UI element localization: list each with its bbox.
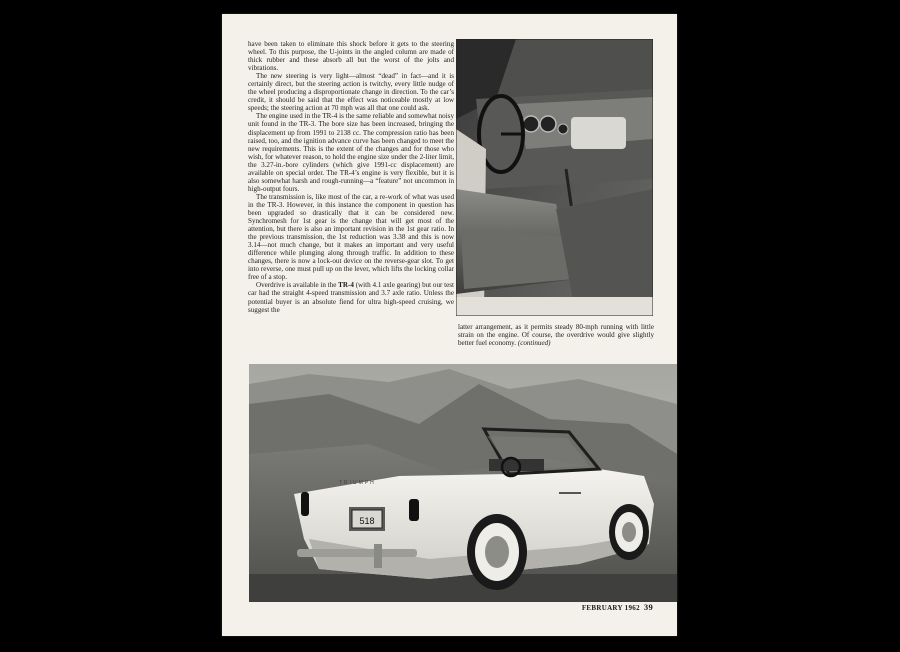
article-paragraph: The new steering is very light—almost “dead” in fact—and it is certainly direct, but the steering action is twitchy, every little nudge of the wheel producing a disproportionate change in direction. To the car’s credit, it should be said that the effect was noticeable mostly at low speeds; the steering action at 70 mph was all that one could ask.	[248, 72, 454, 113]
issue-date: FEBRUARY 1962	[581, 604, 640, 612]
article-left-column	[248, 40, 454, 366]
model-name: TR-4	[338, 281, 354, 290]
article-paragraph-overdrive: Overdrive is available in the TR-4 (with 4.1 axle gearing) but our test car had the straight 4-speed transmission and 3.7 axle ratio. Unless the potential buyer is an absolute fiend for ultra high-speed cruising, we suggest the	[248, 281, 454, 314]
article-paragraph: The transmission is, like most of the car, a re-work of what was used in the TR-3. However, in this instance the component in question has been upgraded so drastically that it can be considered new. Synchromesh for 1st gear is the change that will get most of the attention, but there is also an important revision in the 1st gear ratio. In the previous transmission, the 1st reduction was 3.38 and this is now 3.14—not much change, but it makes an important and very useful difference while plunging along through traffic. In addition to these changes, there is now a lock-out device on the reverse-gear slot. To get into reverse, one must pull up on the lever, which lifts the locking collar free of a stop.	[248, 192, 454, 282]
magazine-page	[222, 14, 677, 636]
car-photo	[249, 364, 677, 602]
article-paragraph: have been taken to eliminate this shock before it gets to the steering wheel. To this purpose, the U-joints in the angled column are made of thick rubber and these absorb all but the worst of the jolts and vibrations.	[248, 40, 454, 73]
interior-photo	[456, 39, 653, 316]
continued-label: (continued)	[517, 339, 551, 348]
article-paragraph: The engine used in the TR-4 is the same reliable and somewhat noisy unit found in the TR-3. The bore size has been increased, bringing the displacement up from 1991 to 2138 cc. The compression ratio has been raised, too, and the ignition advance curve has been changed to meet the new requirements. This is the extent of the changes and for those who wish, for whatever reason, to hold the engine size under the 2-liter limit, the 3.27-in.-bore cylinders (which give 1991-cc displacement) are available on special order. The TR-4’s engine is very flexible, but it is also somewhat harsh and rough-running—a “feature” not uncommon in high-output fours.	[248, 112, 454, 193]
license-plate-text: 518	[359, 516, 375, 526]
article-right-text: latter arrangement, as it permits steady 80-mph running with little strain on the engine. Of course, the overdrive would give slightly better fuel economy.	[458, 323, 654, 348]
page-footer	[582, 602, 653, 612]
page-number: 39	[643, 602, 653, 612]
article-right-column	[458, 323, 654, 347]
trunk-badge-text: TRIUMPH	[339, 480, 376, 486]
